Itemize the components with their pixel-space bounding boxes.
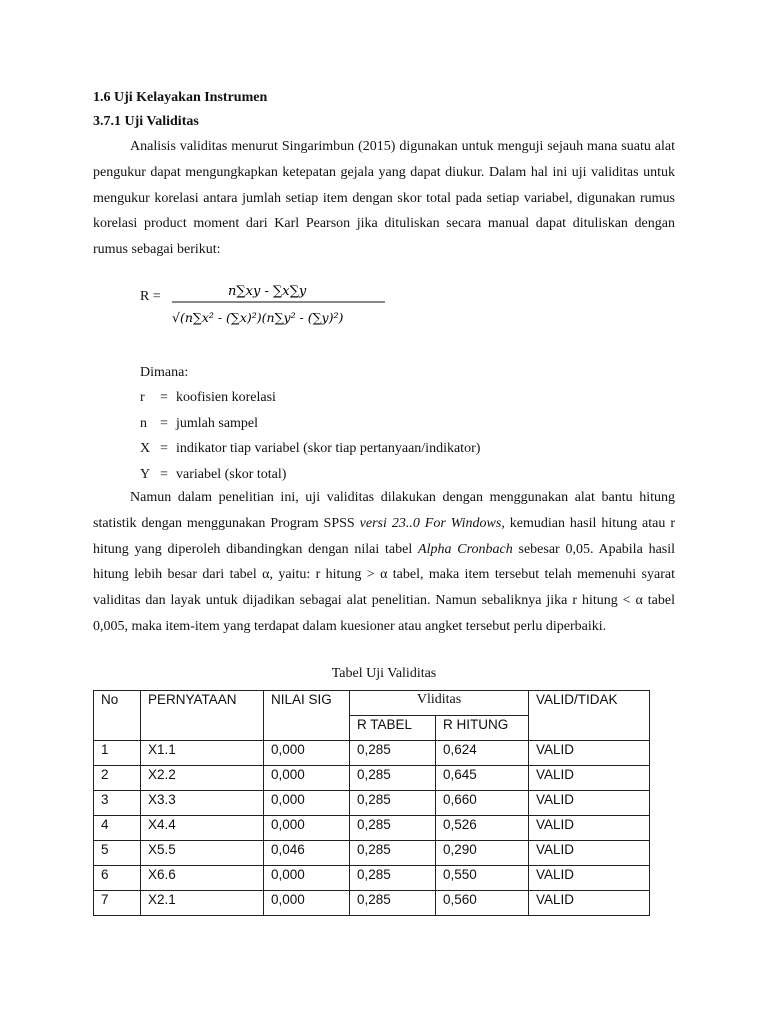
formula-denominator: √(n∑x² - (∑x)²)(n∑y² - (∑y)²) — [172, 310, 344, 325]
table-header-row — [94, 691, 650, 716]
formula-numerator: n∑xy - ∑x∑y — [228, 284, 307, 299]
cell-no: 4 — [94, 816, 141, 841]
header-r-tabel: R TABEL — [350, 716, 436, 741]
definition-equals: = — [160, 466, 168, 482]
definition-equals: = — [160, 441, 168, 457]
cell-status: VALID — [529, 741, 650, 766]
cell-pernyataan: X3.3 — [141, 791, 264, 816]
cell-r-hitung: 0,660 — [436, 791, 529, 816]
table-row — [94, 866, 650, 891]
definition-text: jumlah sampel — [176, 415, 259, 431]
cell-no: 2 — [94, 766, 141, 791]
cell-r-tabel: 0,285 — [350, 866, 436, 891]
table-row — [94, 766, 650, 791]
cell-no: 3 — [94, 791, 141, 816]
cell-r-hitung: 0,624 — [436, 741, 529, 766]
cell-pernyataan: X1.1 — [141, 741, 264, 766]
pearson-formula — [140, 278, 400, 338]
cell-r-tabel: 0,285 — [350, 816, 436, 841]
definition-symbol: X — [140, 441, 151, 457]
cell-pernyataan: X4.4 — [141, 816, 264, 841]
cell-r-tabel: 0,285 — [350, 791, 436, 816]
cell-status: VALID — [529, 891, 650, 916]
cell-pernyataan: X2.1 — [141, 891, 264, 916]
cell-nilai-sig: 0,000 — [264, 741, 350, 766]
definition-text: variabel (skor total) — [176, 466, 287, 482]
cell-status: VALID — [529, 841, 650, 866]
cell-r-tabel: 0,285 — [350, 741, 436, 766]
cell-r-tabel: 0,285 — [350, 766, 436, 791]
methods-paragraph — [93, 485, 675, 640]
cell-pernyataan: X5.5 — [141, 841, 264, 866]
table-row — [94, 841, 650, 866]
table-row — [94, 891, 650, 916]
intro-paragraph: Analisis validitas menurut Singarimbun (2015) digunakan untuk menguji sejauh mana suatu alat pengukur dapat mengungkapkan ketepatan gejala yang dapat diukur. Dalam hal ini uji validitas untuk mengukur korelasi antara jumlah setiap item dengan skor total pada setiap variabel, digunakan rumus korelasi product moment dari Karl Pearson jika dituliskan secara manual dapat dituliskan dengan rumus sebagai berikut: — [93, 139, 675, 258]
definition-text: koofisien korelasi — [176, 390, 276, 406]
definition-row — [140, 411, 480, 436]
cell-status: VALID — [529, 816, 650, 841]
cell-nilai-sig: 0,000 — [264, 791, 350, 816]
validity-table — [93, 690, 650, 916]
header-pernyataan: PERNYATAAN — [141, 691, 264, 741]
methods-text-3: sebesar 0,05. Apabila hasil hitung lebih besar dari tabel α, yaitu: r hitung > α tabel, maka item tersebut telah memenuhi syarat validitas dan layak untuk dijadikan sebagai alat penelitian. Namun sebaliknya jika r hitung < α tabel 0,005, maka item-item yang terdapat dalam kuesioner atau angket tersebut perlu diperbaiki. — [93, 541, 676, 634]
header-vliditas: Vliditas — [350, 691, 529, 716]
cell-no: 1 — [94, 741, 141, 766]
variable-definitions — [140, 360, 480, 487]
cell-nilai-sig: 0,000 — [264, 816, 350, 841]
alpha-cronbach-text: Alpha Cronbach — [418, 541, 513, 557]
cell-r-tabel: 0,285 — [350, 891, 436, 916]
header-nilai-sig: NILAI SIG — [264, 691, 350, 741]
cell-status: VALID — [529, 791, 650, 816]
definition-equals: = — [160, 415, 168, 431]
definition-symbol: n — [140, 415, 147, 431]
cell-no: 6 — [94, 866, 141, 891]
header-r-hitung: R HITUNG — [436, 716, 529, 741]
definition-symbol: Y — [140, 466, 151, 482]
cell-pernyataan: X2.2 — [141, 766, 264, 791]
methods-text-2: , kemudian hasil hitung atau r hitung yang diperoleh dibandingkan dengan nilai tabel — [93, 515, 675, 557]
definition-symbol: r — [140, 390, 145, 406]
cell-nilai-sig: 0,000 — [264, 866, 350, 891]
table-row — [94, 816, 650, 841]
cell-r-hitung: 0,560 — [436, 891, 529, 916]
cell-nilai-sig: 0,000 — [264, 766, 350, 791]
header-valid-tidak: VALID/TIDAK — [529, 691, 650, 741]
spss-version-text: versi 23..0 For Windows — [359, 515, 502, 531]
table-row — [94, 791, 650, 816]
definition-equals: = — [160, 390, 168, 406]
cell-status: VALID — [529, 766, 650, 791]
formula-label: R = — [140, 289, 161, 304]
cell-r-hitung: 0,550 — [436, 866, 529, 891]
cell-pernyataan: X6.6 — [141, 866, 264, 891]
table-caption: Tabel Uji Validitas — [331, 666, 437, 681]
cell-r-hitung: 0,290 — [436, 841, 529, 866]
definition-row — [140, 385, 480, 410]
cell-r-hitung: 0,526 — [436, 816, 529, 841]
definition-row — [140, 462, 480, 487]
definition-text: indikator tiap variabel (skor tiap pertanyaan/indikator) — [176, 441, 481, 457]
section-heading: 1.6 Uji Kelayakan Instrumen — [93, 90, 268, 105]
subsection-heading: 3.7.1 Uji Validitas — [93, 114, 199, 129]
cell-r-hitung: 0,645 — [436, 766, 529, 791]
cell-nilai-sig: 0,046 — [264, 841, 350, 866]
cell-status: VALID — [529, 866, 650, 891]
cell-r-tabel: 0,285 — [350, 841, 436, 866]
formula-graphic — [170, 278, 400, 338]
table-row — [94, 741, 650, 766]
definitions-title: Dimana: — [140, 365, 189, 380]
cell-nilai-sig: 0,000 — [264, 891, 350, 916]
cell-no: 7 — [94, 891, 141, 916]
methods-text-1: Namun dalam penelitian ini, uji validitas dilakukan dengan menggunakan alat bantu hitung statistik dengan menggunakan Program SPSS — [93, 490, 675, 531]
cell-no: 5 — [94, 841, 141, 866]
definition-row — [140, 436, 480, 461]
header-no: No — [94, 691, 141, 741]
